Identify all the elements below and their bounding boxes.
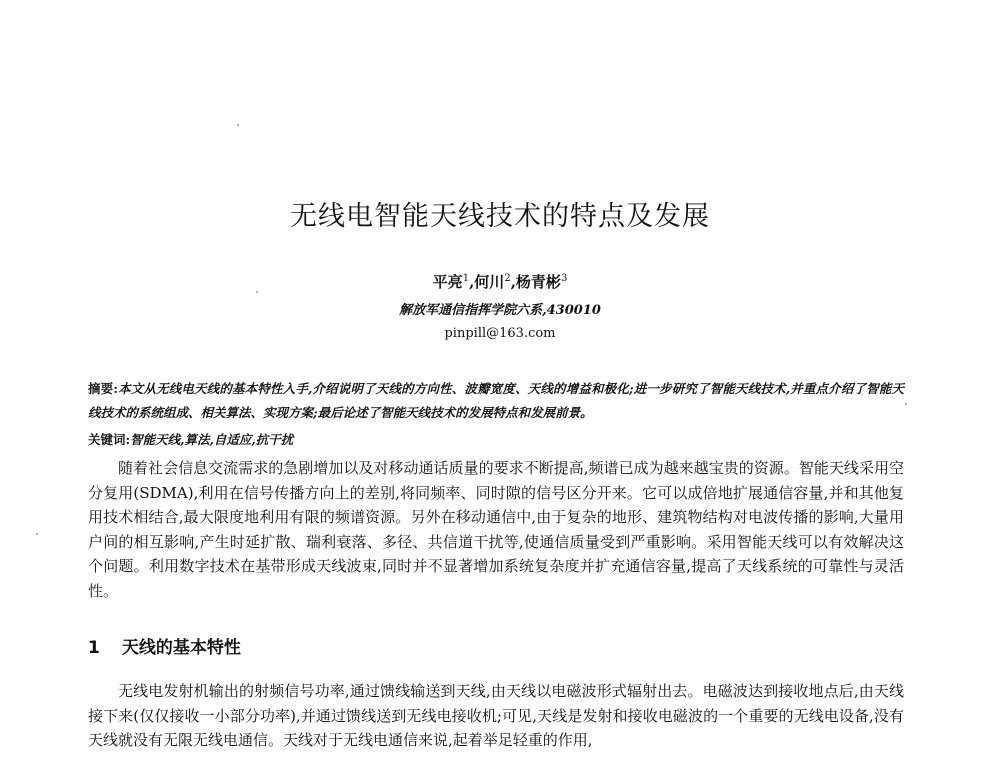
affiliation: 解放军通信指挥学院六系,430010 (399, 303, 601, 318)
section-number: 1 (88, 638, 100, 658)
author-name: 平亮 (432, 273, 463, 291)
abstract (88, 377, 904, 425)
abstract-label: 摘要: (88, 381, 118, 396)
author-affil-mark: 2 (504, 273, 511, 284)
author-name: 杨青彬 (515, 273, 561, 291)
keywords-text: 智能天线,算法,自适应,抗干扰 (130, 432, 294, 447)
scan-speck (237, 124, 239, 126)
scan-speck (905, 403, 907, 405)
author-separator: , (469, 273, 475, 291)
section-paragraph: 无线电发射机输出的射频信号功率,通过馈线输送到天线,由天线以电磁波形式辐射出去。电磁波达到接收地点后,由天线接下来(仅仅接收一小部分功率),并通过馈线送到无线电接收机;可见,天线是发射和接收电磁波的一个重要的无线电设备,没有天线就没有无限无线电通信。天线对于无线电通信来说,起着举足轻重的作用, (88, 682, 904, 749)
author-separator: , (510, 273, 516, 291)
intro-paragraph: 随着社会信息交流需求的急剧增加以及对移动通话质量的要求不断提高,频谱已成为越来越宝贵的资源。智能天线采用空分复用(SDMA),利用在信号传播方向上的差别,将同频率、同时隙的信号区分开来。它可以成倍地扩展通信容量,并和其他复用技术相结合,最大限度地利用有限的频谱资源。另外在移动通信中,由于复杂的地形、建筑物结构对电波传播的影响,大量用户间的相互影响,产生时延扩散、瑞利衰落、多径、共信道干扰等,使通信质量受到严重影响。采用智能天线可以有效解决这个问题。利用数字技术在基带形成天线波束,同时并不显著增加系统复杂度并扩充通信容量,提高了天线系统的可靠性与灵活性。 (88, 459, 904, 600)
keywords (88, 430, 904, 450)
author-affil-mark: 3 (560, 273, 568, 284)
author-affil-mark: 1 (462, 273, 470, 284)
paper-title: 无线电智能天线技术的特点及发展 (290, 201, 710, 232)
section-title: 天线的基本特性 (121, 638, 241, 658)
author-name: 何川 (474, 273, 505, 291)
keywords-label: 关键词: (88, 432, 131, 447)
section-heading (88, 633, 241, 658)
author-email: pinpill@163.com (444, 326, 556, 341)
scan-speck (36, 533, 38, 535)
author-line (0, 271, 1000, 292)
abstract-text: 本文从无线电天线的基本特性入手,介绍说明了天线的方向性、波瓣宽度、天线的增益和极化;进一步研究了智能天线技术,并重点介绍了智能天线技术的系统组成、相关算法、实现方案;最后论述了智能天线技术的发展特点和发展前景。 (88, 381, 904, 420)
